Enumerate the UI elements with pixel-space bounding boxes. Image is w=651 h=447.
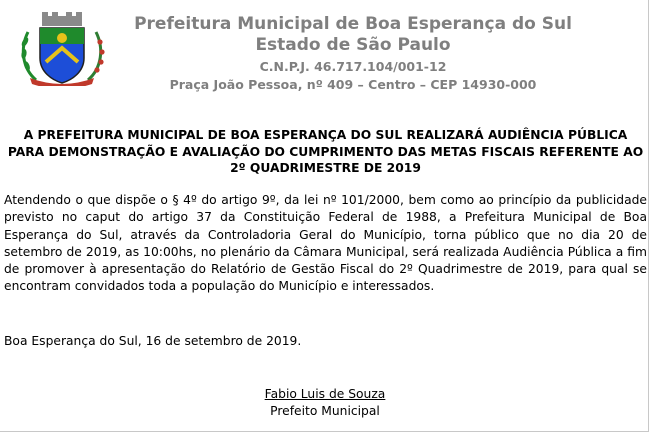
letterhead: [118, 14, 588, 94]
cnpj-number: C.N.P.J. 46.717.104/001-12: [259, 59, 447, 74]
municipality-name: Prefeitura Municipal de Boa Esperança do Sul: [134, 14, 572, 34]
notice-body: Atendendo o que dispõe o § 4º do artigo 9º, da lei nº 101/2000, bem como ao princípio da publicidade previsto no caput do artigo 37 da Constituição Federal de 1988, a Prefeitura Municipal de Boa Esperança do Sul, através da Controladoria Geral do Município, torna público que no dia 20 de setembro de 2019, as 10:00hs, no plenário da Câmara Municipal, será realizada Audiência Pública a fim de promover à apresentação do Relatório de Gestão Fiscal do 2º Quadrimestre de 2019, para qual se encontram convidados toda a população do Município e interessados.: [4, 193, 647, 294]
signatory-role: Prefeito Municipal: [270, 404, 380, 418]
place-date: Boa Esperança do Sul, 16 de setembro de 2019.: [4, 334, 302, 348]
state-name: Estado de São Paulo: [255, 35, 451, 55]
notice-title: A PREFEITURA MUNICIPAL DE BOA ESPERANÇA DO SUL REALIZARÁ AUDIÊNCIA PÚBLICA PARA DEMONSTRAÇÃO E AVALIAÇÃO DO CUMPRIMENTO DAS METAS FISCAIS REFERENTE AO 2º QUADRIMESTRE DE 2019: [7, 128, 644, 175]
signature-block: [170, 386, 480, 420]
municipal-coat-of-arms-icon: [16, 12, 108, 86]
address: Praça João Pessoa, nº 409 – Centro – CEP 14930-000: [169, 77, 537, 92]
signatory-name: Fabio Luis de Souza: [264, 387, 386, 401]
